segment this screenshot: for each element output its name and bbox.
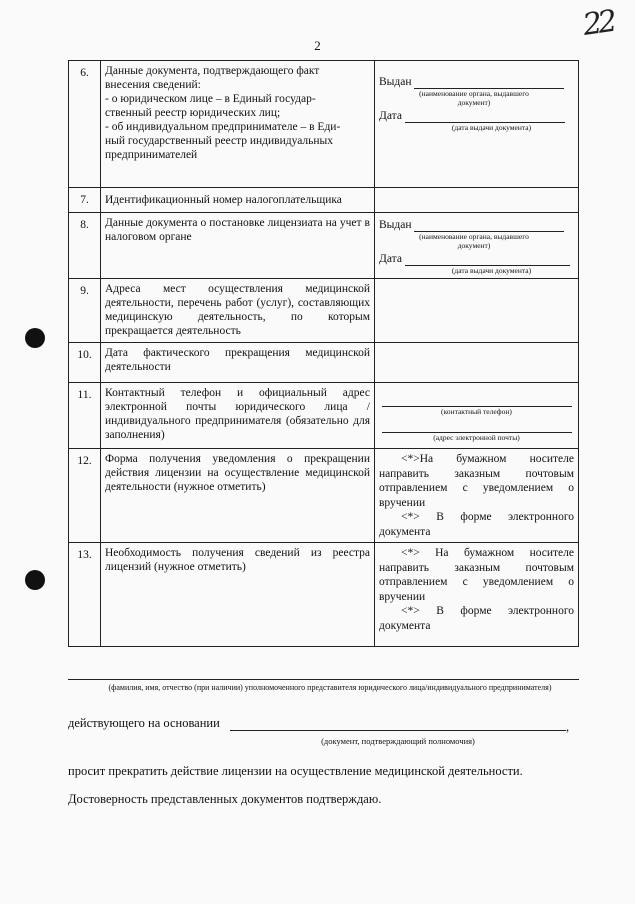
row-value[interactable] [375, 279, 579, 343]
page-number: 2 [314, 38, 321, 53]
representative-name-line[interactable] [68, 679, 579, 680]
row-number: 6. [69, 61, 101, 188]
date-caption: (дата выдачи документа) [451, 266, 532, 275]
row-value [375, 213, 579, 279]
row-number: 9. [69, 279, 101, 343]
row-number: 11. [69, 383, 101, 449]
desc-line: Данные документа, подтверждающего факт [105, 65, 320, 77]
row-value [375, 449, 579, 543]
row-number: 10. [69, 343, 101, 383]
acting-basis-label: действующего на основании [68, 716, 220, 730]
option-electronic[interactable]: <*> В форме электронного документа [379, 511, 574, 538]
row-number: 8. [69, 213, 101, 279]
option-paper[interactable]: <*>На бумажном носителе направить заказным почтовым отправлением с уведомлением о вручении [379, 453, 574, 509]
confirm-text: Достоверность представленных документов подтверждаю. [68, 792, 382, 806]
row-description: Адреса мест осуществления медицинской деятельности, перечень работ (услуг), составляющих медицинскую деятельность, по которым прекращается деятельность [101, 279, 375, 343]
row-description [101, 61, 375, 188]
row-value [375, 61, 579, 188]
row-description: Форма получения уведомления о прекращении действия лицензии на осуществление медицинской деятельности (нужное отметить) [101, 449, 375, 543]
table-row [69, 449, 579, 543]
table-row [69, 543, 579, 647]
email-caption: (адрес электронной почты) [433, 433, 520, 442]
desc-line: предпринимателей [105, 149, 198, 161]
row-number: 7. [69, 188, 101, 213]
row-number: 12. [69, 449, 101, 543]
table-row [69, 343, 579, 383]
option-paper[interactable]: <*> На бумажном носителе направить заказным почтовым отправлением с уведомлением о вручении [379, 547, 574, 603]
row-description: Данные документа о постановке лицензиата на учет в налоговом органе [101, 213, 375, 279]
phone-field[interactable] [382, 396, 572, 407]
date-caption: (дата выдачи документа) [451, 123, 532, 132]
table-row [69, 383, 579, 449]
email-field[interactable] [382, 422, 572, 433]
row-description: Необходимость получения сведений из реестра лицензий (нужное отметить) [101, 543, 375, 647]
row-value [375, 383, 579, 449]
date-label: Дата [379, 253, 402, 265]
request-text: просит прекратить действие лицензии на осуществление медицинской деятельности. [68, 764, 523, 778]
row-number: 13. [69, 543, 101, 647]
table-row [69, 213, 579, 279]
desc-line: - об индивидуальном предпринимателе – в Еди- [105, 121, 341, 133]
form-table [68, 60, 579, 647]
desc-line: ственный реестр юридических лиц; [105, 107, 281, 119]
table-row [69, 188, 579, 213]
handwritten-page-number: 22 [580, 4, 616, 43]
desc-line: внесения сведений: [105, 79, 201, 91]
date-label: Дата [379, 110, 402, 122]
acting-comma: , [566, 720, 570, 734]
desc-line: - о юридическом лице – в Единый государ- [105, 93, 316, 105]
punch-hole [25, 570, 45, 590]
issued-label: Выдан [379, 76, 412, 88]
table-row [69, 61, 579, 188]
row-description: Дата фактического прекращения медицинской деятельности [101, 343, 375, 383]
row-description: Контактный телефон и официальный адрес электронной почты юридического лица /индивидуального предпринимателя (обязательно для заполнения) [101, 383, 375, 449]
issued-caption: (наименование органа, выдавшего документ) [419, 232, 529, 250]
row-description: Идентификационный номер налогоплательщика [101, 188, 375, 213]
table-row [69, 279, 579, 343]
row-value [375, 543, 579, 647]
issued-label: Выдан [379, 219, 412, 231]
representative-caption: (фамилия, имя, отчество (при наличии) уполномоченного представителя юридического лица/индивидуального предпринимателя) [108, 683, 552, 692]
row-value[interactable] [375, 343, 579, 383]
desc-line: ный государственный реестр индивидуальных [105, 135, 334, 147]
option-electronic[interactable]: <*> В форме электронного документа [379, 605, 574, 632]
phone-caption: (контактный телефон) [441, 407, 512, 416]
row-value[interactable] [375, 188, 579, 213]
issued-caption: (наименование органа, выдавшего документ) [419, 89, 529, 107]
document-caption: (документ, подтверждающий полномочия) [321, 736, 475, 746]
punch-hole [25, 328, 45, 348]
authority-document-line[interactable] [230, 730, 566, 731]
